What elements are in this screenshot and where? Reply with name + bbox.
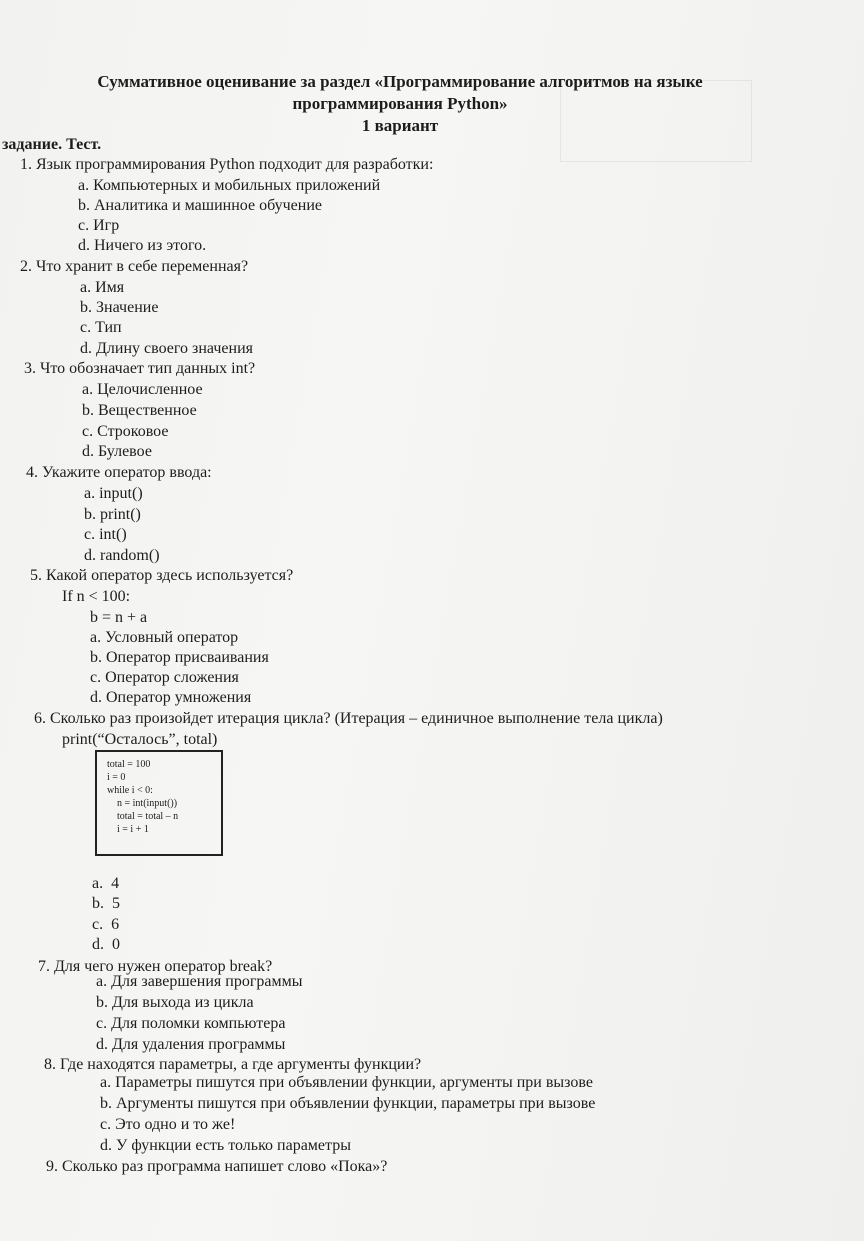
code-box-line: total = total – n	[117, 811, 179, 822]
question-6: 6. Сколько раз произойдет итерация цикла? (Итерация – единичное выполнение тела цикла)	[34, 710, 663, 727]
option-2b: b. Значение	[80, 299, 159, 316]
code-box-line: n = int(input())	[117, 798, 178, 809]
option-7d: d. Для удаления программы	[96, 1036, 286, 1053]
question-text: Какой оператор здесь используется?	[46, 567, 294, 584]
option-2a: a. Имя	[80, 279, 125, 296]
option-6c: c. 6	[92, 916, 120, 933]
question-text: Что хранит в себе переменная?	[36, 258, 249, 275]
question-4: 4. Укажите оператор ввода:	[26, 464, 212, 481]
option-8b: b. Аргументы пишутся при объявлении функции, параметры при вызове	[100, 1095, 596, 1112]
document-title-line2: программирования Python»	[292, 94, 508, 113]
option-2c: c. Тип	[80, 319, 122, 336]
option-4a: a. input()	[84, 485, 143, 502]
code-box-line: while i < 0:	[107, 785, 153, 796]
question-text: Где находятся параметры, а где аргументы функции?	[60, 1056, 422, 1073]
option-3d: d. Булевое	[82, 443, 152, 460]
option-1d: d. Ничего из этого.	[78, 237, 207, 254]
code-box-line: total = 100	[107, 759, 151, 770]
option-3a: a. Целочисленное	[82, 381, 203, 398]
question-2: 2. Что хранит в себе переменная?	[20, 258, 249, 275]
option-4c: c. int()	[84, 526, 127, 543]
option-8d: d. У функции есть только параметры	[100, 1137, 351, 1154]
code-line-print: print(“Осталось”, total)	[62, 731, 218, 748]
option-5d: d. Оператор умножения	[90, 689, 252, 706]
question-8: 8. Где находятся параметры, а где аргументы функции?	[44, 1056, 422, 1073]
option-5c: c. Оператор сложения	[90, 669, 239, 686]
option-6d: d. 0	[92, 936, 120, 953]
option-7b: b. Для выхода из цикла	[96, 994, 254, 1011]
question-text: Язык программирования Python подходит для разработки:	[36, 156, 434, 173]
question-text: Сколько раз произойдет итерация цикла? (Итерация – единичное выполнение тела цикла)	[50, 710, 663, 727]
question-text: Что обозначает тип данных int?	[40, 360, 256, 377]
option-4d: d. random()	[84, 547, 160, 564]
option-3b: b. Вещественное	[82, 402, 197, 419]
question-text: Укажите оператор ввода:	[42, 464, 212, 481]
option-8a: a. Параметры пишутся при объявлении функции, аргументы при вызове	[100, 1074, 593, 1091]
option-2d: d. Длину своего значения	[80, 340, 254, 357]
option-6a: a. 4	[92, 875, 120, 892]
question-text: Для чего нужен оператор break?	[54, 958, 273, 975]
option-5a: a. Условный оператор	[90, 629, 239, 646]
question-5: 5. Какой оператор здесь используется?	[30, 567, 294, 584]
question-number: 1.	[20, 156, 32, 173]
option-3c: c. Строковое	[82, 423, 169, 440]
question-3: 3. Что обозначает тип данных int?	[24, 360, 256, 377]
code-line-if: If n < 100:	[62, 588, 131, 605]
question-7: 7. Для чего нужен оператор break?	[38, 958, 273, 975]
document-title-line1: Суммативное оценивание за раздел «Программирование алгоритмов на языке	[97, 72, 703, 91]
variant-label: 1 вариант	[361, 116, 439, 135]
option-8c: c. Это одно и то же!	[100, 1116, 236, 1133]
option-6b: b. 5	[92, 895, 120, 912]
option-5b: b. Оператор присваивания	[90, 649, 269, 666]
code-box-line: i = i + 1	[117, 824, 149, 835]
option-4b: b. print()	[84, 506, 141, 523]
question-1	[20, 155, 433, 175]
option-7a: a. Для завершения программы	[96, 973, 303, 990]
option-1a: a. Компьютерных и мобильных приложений	[78, 177, 381, 194]
question-9: 9. Сколько раз программа напишет слово «Пока»?	[46, 1158, 388, 1175]
code-line-assign: b = n + a	[90, 609, 148, 626]
code-box	[95, 750, 223, 856]
question-text: Сколько раз программа напишет слово «Пока»?	[62, 1158, 388, 1175]
option-1b: b. Аналитика и машинное обучение	[78, 197, 322, 214]
option-1c: c. Игр	[78, 217, 120, 234]
task-heading: задание. Тест.	[2, 136, 102, 153]
option-7c: c. Для поломки компьютера	[96, 1015, 286, 1032]
code-box-line: i = 0	[107, 772, 126, 783]
